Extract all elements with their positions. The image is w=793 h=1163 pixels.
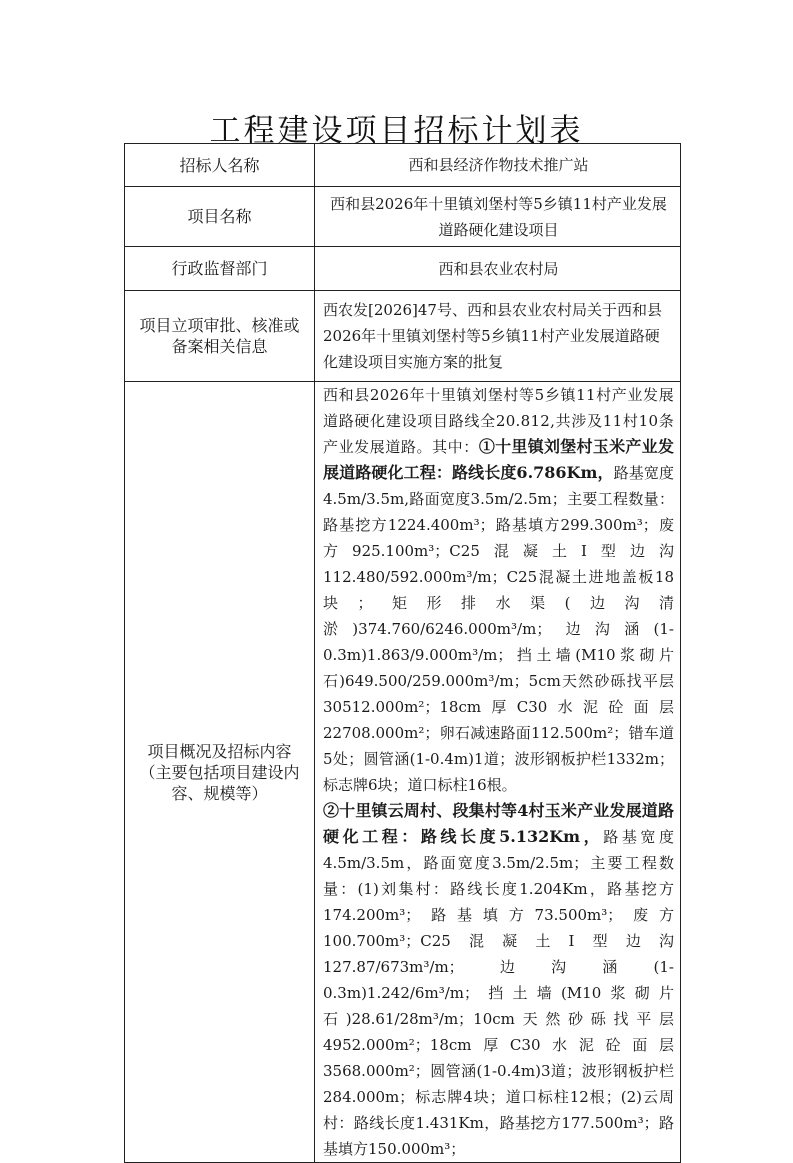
item2-heading: ②十里镇云周村、段集村等4村玉米产业发展道路硬化工程：路线长度5.132Km， xyxy=(323,801,674,846)
table-row xyxy=(125,291,681,382)
overview-intro: 西和县2026年十里镇刘堡村等5乡镇11村产业发展道路硬化建设项目路线全20.812,共涉及11村10条产业发展道路。其中： xyxy=(323,386,674,456)
table-row xyxy=(125,144,681,187)
approval-value: 西农发[2026]47号、西和县农业农村局关于西和县2026年十里镇刘堡村等5乡镇11村产业发展道路硬化建设项目实施方案的批复 xyxy=(315,291,681,382)
row-label-overview: 项目概况及招标内容（主要包括项目建设内容、规模等） xyxy=(125,382,315,1163)
table-row xyxy=(125,187,681,247)
row-label-supervision: 行政监督部门 xyxy=(125,247,315,291)
item1-body: 路基宽度4.5m/3.5m,路面宽度3.5m/2.5m；主要工程数量：路基挖方1224.400m³；路基填方299.300m³；废方925.100m³；C25混凝土Ⅰ型边沟112.480/592.000m³/m；C25混凝土进地盖板18块；矩形排水渠(边沟清淤)374.760/6246.000m³/m；边沟涵(1-0.3m)1.863/9.000m³/m；挡土墙(M10浆砌片石)649.500/259.000m³/m；5cm天然砂砾找平层30512.000m²；18cm厚C30水泥砼面层22708.000m²；卵石减速路面112.500m²；错车道5处；圆管涵(1-0.4m)1道；波形钢板护栏1332m；标志牌6块；道口标柱16根。 xyxy=(323,464,674,794)
project-name-value: 西和县2026年十里镇刘堡村等5乡镇11村产业发展道路硬化建设项目 xyxy=(315,187,681,247)
bidding-plan-table xyxy=(124,143,681,1163)
row-label-project-name: 项目名称 xyxy=(125,187,315,247)
item1-heading: ①十里镇刘堡村玉米产业发展道路硬化工程：路线长度6.786Km， xyxy=(323,437,674,482)
table-row xyxy=(125,247,681,291)
overview-cell xyxy=(315,382,681,1163)
tenderer-value: 西和县经济作物技术推广站 xyxy=(315,144,681,187)
item2-body: 路基宽度4.5m/3.5m，路面宽度3.5m/2.5m；主要工程数量：(1)刘集村：路线长度1.204Km，路基挖方174.200m³；路基填方73.500m³；废方100.700m³；C25混凝土Ⅰ型边沟127.87/673m³/m；边沟涵(1-0.3m)1.242/6m³/m；挡土墙(M10浆砌片石)28.61/28m³/m；10cm天然砂砾找平层4952.000m²；18cm厚C30水泥砼面层3568.000m²；圆管涵(1-0.4m)3道；波形钢板护栏284.000m；标志牌4块；道口标柱12根；(2)云周村：路线长度1.431Km，路基挖方177.500m³；路基填方150.000m³； xyxy=(323,828,674,1158)
row-label-tenderer: 招标人名称 xyxy=(125,144,315,187)
table-row xyxy=(125,382,681,1163)
row-label-approval: 项目立项审批、核准或备案相关信息 xyxy=(125,291,315,382)
supervision-value: 西和县农业农村局 xyxy=(315,247,681,291)
page-title: 工程建设项目招标计划表 xyxy=(209,113,584,149)
